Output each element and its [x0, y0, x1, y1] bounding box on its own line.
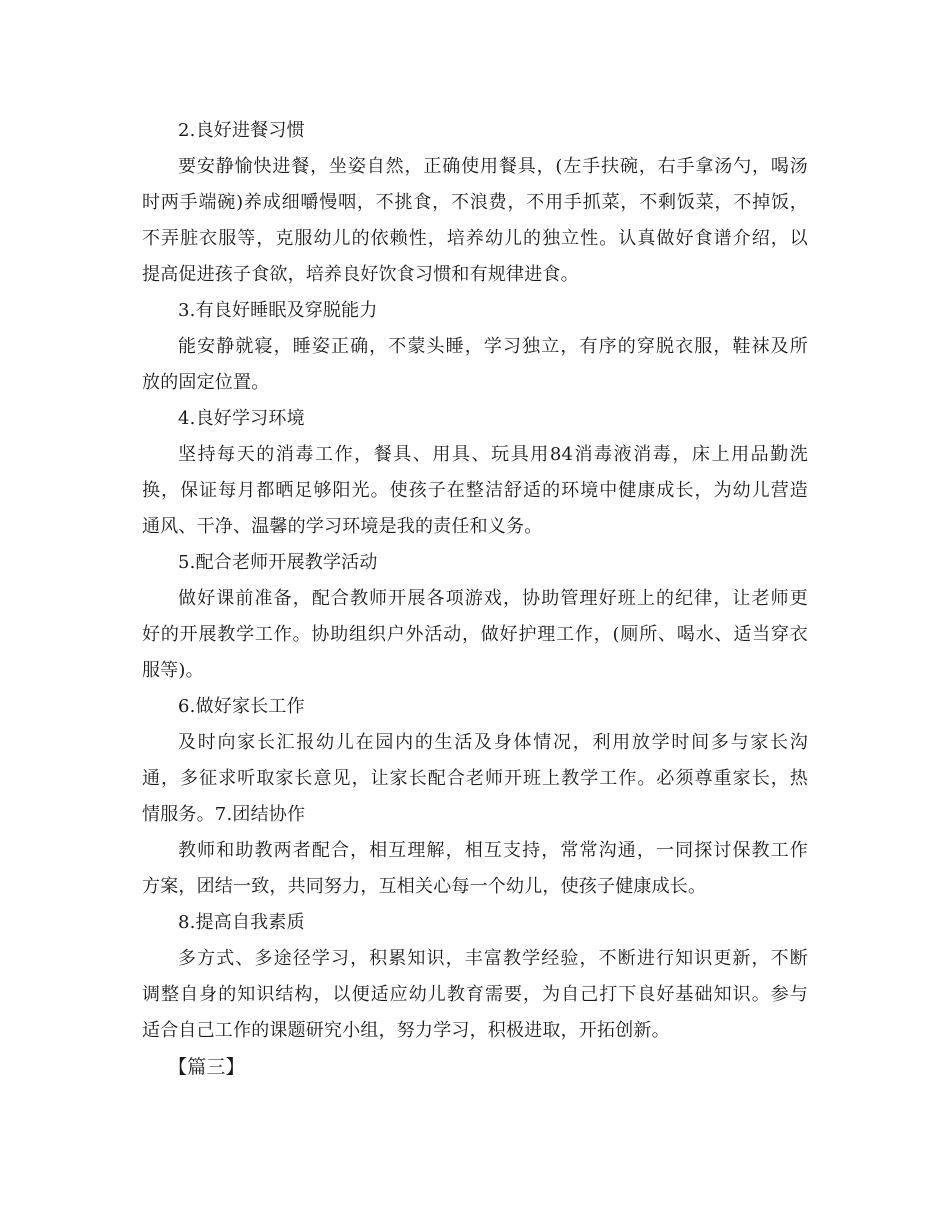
paragraph-line: 调整自身的知识结构，以便适应幼儿教育需要，为自己打下良好基础知识。参与	[142, 984, 808, 1005]
section-marker: 【篇三】	[168, 1056, 245, 1078]
paragraph-line: 换，保证每月都晒足够阳光。使孩子在整洁舒适的环境中健康成长，为幼儿营造	[142, 480, 808, 501]
paragraph-line: 方案，团结一致，共同努力，互相关心每一个幼儿，使孩子健康成长。	[142, 876, 707, 897]
paragraph-line: 及时向家长汇报幼儿在园内的生活及身体情况，利用放学时间多与家长沟	[178, 732, 808, 753]
paragraph-line: 要安静愉快进餐，坐姿自然，正确使用餐具，(左手扶碗，右手拿汤勺，喝汤	[178, 156, 808, 177]
paragraph-line: 放的固定位置。	[142, 372, 270, 393]
document-body	[142, 113, 808, 1085]
paragraph-line: 坚持每天的消毒工作，餐具、用具、玩具用84消毒液消毒，床上用品勤洗	[178, 444, 808, 465]
paragraph-line: 好的开展教学工作。协助组织户外活动，做好护理工作，(厕所、喝水、适当穿衣	[142, 624, 808, 645]
paragraph-line: 多方式、多途径学习，积累知识，丰富教学经验，不断进行知识更新，不断	[178, 948, 808, 969]
paragraph-line: 提高促进孩子食欲，培养良好饮食习惯和有规律进食。	[142, 264, 579, 285]
section-heading: 8.提高自我素质	[178, 912, 305, 933]
section-heading: 6.做好家长工作	[178, 696, 305, 717]
paragraph-line: 服等)。	[142, 660, 204, 681]
section-heading: 4.良好学习环境	[178, 408, 305, 429]
section-heading: 2.良好进餐习惯	[178, 120, 305, 141]
paragraph-line: 情服务。7.团结协作	[142, 804, 306, 825]
section-heading: 5.配合老师开展教学活动	[178, 552, 378, 573]
paragraph-line: 能安静就寝，睡姿正确，不蒙头睡，学习独立，有序的穿脱衣服，鞋袜及所	[178, 336, 808, 357]
paragraph-line: 适合自己工作的课题研究小组，努力学习，积极进取，开拓创新。	[142, 1020, 670, 1041]
section-heading: 3.有良好睡眠及穿脱能力	[178, 300, 378, 321]
paragraph-line: 通风、干净、温馨的学习环境是我的责任和义务。	[142, 516, 543, 537]
paragraph-line: 教师和助教两者配合，相互理解，相互支持，常常沟通，一同探讨保教工作	[178, 840, 808, 861]
paragraph-line: 做好课前准备，配合教师开展各项游戏，协助管理好班上的纪律，让老师更	[178, 588, 808, 609]
paragraph-line: 不弄脏衣服等，克服幼儿的依赖性，培养幼儿的独立性。认真做好食谱介绍，以	[142, 228, 808, 249]
paragraph-line: 时两手端碗)养成细嚼慢咽，不挑食，不浪费，不用手抓菜，不剩饭菜，不掉饭，	[142, 192, 808, 213]
paragraph-line: 通，多征求听取家长意见，让家长配合老师开班上教学工作。必须尊重家长，热	[142, 768, 808, 789]
